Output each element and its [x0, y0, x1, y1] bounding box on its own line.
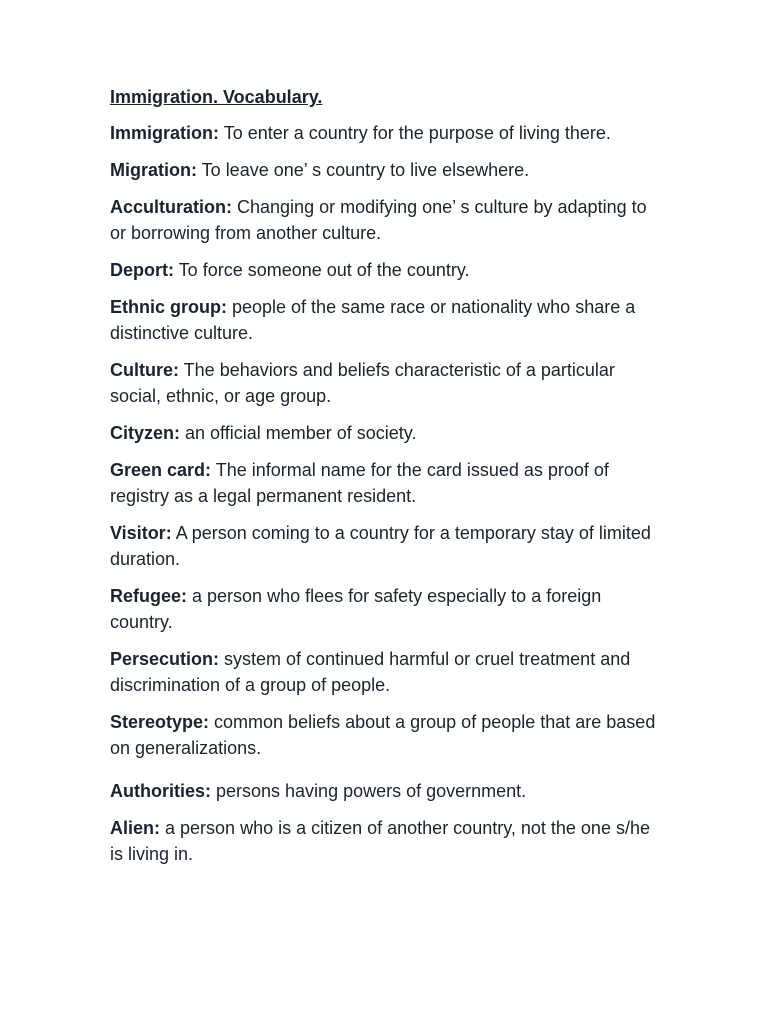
entry-definition: common beliefs about a group of people that are based on generalizations. [110, 712, 656, 758]
entry-definition: system of continued harmful or cruel treatment and discrimination of a group of people. [110, 649, 631, 695]
entry-definition: The informal name for the card issued as proof of registry as a legal permanent resident. [110, 460, 609, 506]
vocab-entry-ethnic-group [110, 294, 658, 346]
entry-term: Immigration: [110, 123, 220, 143]
entry-definition: a person who flees for safety especially to a foreign country. [110, 586, 602, 632]
document-page [110, 84, 658, 878]
entry-definition: an official member of society. [180, 423, 417, 443]
entry-term: Ethnic group: [110, 297, 227, 317]
entry-term: Deport: [110, 260, 174, 280]
entry-term: Culture: [110, 360, 179, 380]
vocab-entry-visitor [110, 520, 658, 572]
vocab-entry-alien [110, 815, 658, 867]
entry-definition: To force someone out of the country. [174, 260, 470, 280]
entry-term: Stereotype: [110, 712, 210, 732]
vocab-entry-authorities [110, 778, 658, 804]
document-title: Immigration. Vocabulary. [110, 87, 323, 107]
entry-term: Migration: [110, 160, 197, 180]
vocab-entry-acculturation [110, 194, 658, 246]
entry-definition: To enter a country for the purpose of living there. [219, 123, 611, 143]
entry-term: Authorities: [110, 781, 211, 801]
vocab-entry-refugee [110, 583, 658, 635]
vocab-entry-culture [110, 357, 658, 409]
entry-term: Alien: [110, 818, 161, 838]
entry-term: Persecution: [110, 649, 220, 669]
vocab-entry-migration [110, 157, 658, 183]
vocab-entry-persecution [110, 646, 658, 698]
entry-definition: a person who is a citizen of another country, not the one s/he is living in. [110, 818, 650, 864]
entry-definition: To leave one’ s country to live elsewhere. [197, 160, 530, 180]
vocab-entry-cityzen [110, 420, 658, 446]
vocab-entry-stereotype [110, 709, 658, 761]
entry-definition: A person coming to a country for a temporary stay of limited duration. [110, 523, 651, 569]
entry-term: Visitor: [110, 523, 172, 543]
entry-term: Cityzen: [110, 423, 181, 443]
entry-term: Green card: [110, 460, 212, 480]
entry-term: Refugee: [110, 586, 188, 606]
vocab-entry-immigration [110, 120, 658, 146]
entry-definition: people of the same race or nationality who share a distinctive culture. [110, 297, 636, 343]
vocab-entry-green-card [110, 457, 658, 509]
entry-definition: Changing or modifying one’ s culture by adapting to or borrowing from another culture. [110, 197, 647, 243]
entry-definition: persons having powers of government. [211, 781, 527, 801]
vocab-entry-deport [110, 257, 658, 283]
entry-definition: The behaviors and beliefs characteristic of a particular social, ethnic, or age group. [110, 360, 615, 406]
entry-term: Acculturation: [110, 197, 233, 217]
